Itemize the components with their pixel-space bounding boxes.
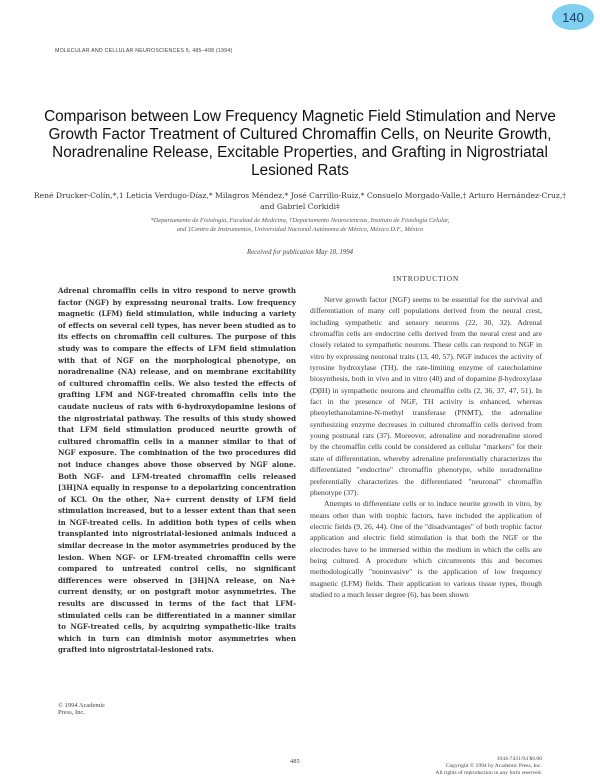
paper-title: Comparison between Low Frequency Magnetic Field Stimulation and Nerve Growth Factor Treatment of Cultured Chromaffin Cells, on Neurite Growth, Noradrenaline Release, Excitable Properties, and Grafting in Nigrostriatal Lesioned Rats	[44, 108, 556, 179]
authors-text: René Drucker-Colín,*,1 Leticia Verdugo-Díaz,* Milagros Méndez,* José Carrillo-Ruiz,* Consuelo Morgado-Valle,† Arturo Hernández-Cruz,† and Gabriel Corkidi‡	[33, 191, 567, 211]
abstract: Adrenal chromaffin cells in vitro respond to nerve growth factor (NGF) by expressing neuronal traits. Low frequency magnetic (LFM) field stimulation, while inducing a variety of effects on several cell types, has never been studied as to its effects on chromaffin cell cultures. The purpose of this study was to compare the effects of LFM field stimulation with that of NGF on the morphological phenotype, on noradrenaline (NA) release, and on membrane excitability of cultured chromaffin cells. We also tested the effects of grafting LFM and NGF-treated chromaffin cells into the caudate nucleus of rats with 6-hydroxydopamine lesions of the nigrostriatal pathway. The results of this study showed that LFM field stimulation produced neurite growth of cultured chromaffin cells in a manner similar to that of NGF exposure. The combination of the two procedures did not induce changes above those observed by NGF alone. Both NGF- and LFM-treated chromaffin cells released [3H]NA equally in response to a depolarizing concentration of KCl. On the other, Na+ current density of LFM field stimulation increased, but to a lesser extent than that seen in NGF-treated cells. In addition both types of cells when transplanted into nigrostriatal-lesioned animals induced a similar decrease in the motor asymmetries produced by the lesion. When NGF- or LFM-treated chromaffin cells were compared to untreated control cells, no significant differences were observed in [3H]NA release, on Na+ current density, or on postgraft motor asymmetries. The results are discussed in terms of the fact that LFM-stimulated cells can be differentiated in a manner similar to NGF-treated cells, by acquiring sympathetic-like traits which in turn can diminish motor asymmetries when grafted into nigrostriatal-lesioned rats.	[58, 286, 296, 655]
affiliations	[40, 217, 560, 234]
journal-header: MOLECULAR AND CELLULAR NEUROSCIENCES 5, 485–498 (1994)	[55, 48, 233, 54]
page-number: 485	[290, 758, 300, 765]
introduction-heading: INTRODUCTION	[392, 274, 460, 283]
introduction-body	[310, 294, 542, 600]
copyright-block	[392, 756, 542, 777]
page-badge: 140	[552, 4, 594, 30]
copyright-line: 1044-7431/94 $6.00	[496, 756, 542, 762]
abstract-copyright: © 1994 Academic Press, Inc.	[58, 702, 106, 716]
affiliation-line: and ‡Centro de Instrumentos, Universidad Nacional Autónoma de México, México D.F., México	[176, 225, 424, 233]
intro-paragraph: Attempts to differentiate cells or to induce neurite growth in vitro, by means other than with trophic factors, have included the application of electric fields (9, 26, 44). One of the "disadvantages" of both trophic factor application and electric field stimulation is that both the NGF or the electrodes have to be immersed within the medium in which the cells are being cultured. A procedure which circumvents this and becomes methodologically "noninvasive" is the application of low frequency magnetic (LFM) fields. Their application to various tissue types, though studied to a much lesser degree (6), has been shown	[310, 499, 542, 599]
copyright-line: Copyright © 1994 by Academic Press, Inc.	[445, 763, 542, 769]
affiliation-line: *Departamento de Fisiología, Facultad de Medicina, †Departamento Neurociencias, Instituto de Fisiología Celular,	[150, 217, 450, 224]
received-date: Received for publication May 18, 1994	[246, 249, 354, 256]
author-list	[30, 190, 570, 212]
copyright-line: All rights of reproduction in any form reserved.	[435, 770, 542, 776]
intro-paragraph: Nerve growth factor (NGF) seems to be essential for the survival and differentiation of many cell populations derived from the neural crest, including sympathetic and sensory neurons (22, 30, 32). Adrenal chromaffin cells are endocrine cells derived from the neural crest and are closely related to sympathetic neurons. These cells can respond to NGF in vitro by expressing neuronal traits (13, 40, 57). NGF induces the activity of tyrosine hydroxylase (TH), the rate-limiting enzyme of catecholamine biosynthesis, both in vivo and in vitro (40) and of dopamine β-hydroxylase (DβH) in sympathetic neurons and chromaffin cells (2, 36, 37, 47, 51). In fact in the presence of NGF, TH activity is enhanced, whereas phenylethanolamine-N-methyl transferase (PNMT), the adrenaline synthesizing enzyme decreases in cultured chromaffin cells derived from young postnatal rats (37). Moreover, adrenaline and noradrenaline stored by the chromaffin cells could be considered as cellular "markers" for their state of differentiation, whereby adrenaline preferentially characterizes the differentiated "endocrine" chromaffin phenotype, while noradrenaline preferentially characterizes the differentiated "neuronal" chromaffin phenotype (37).	[310, 295, 542, 497]
